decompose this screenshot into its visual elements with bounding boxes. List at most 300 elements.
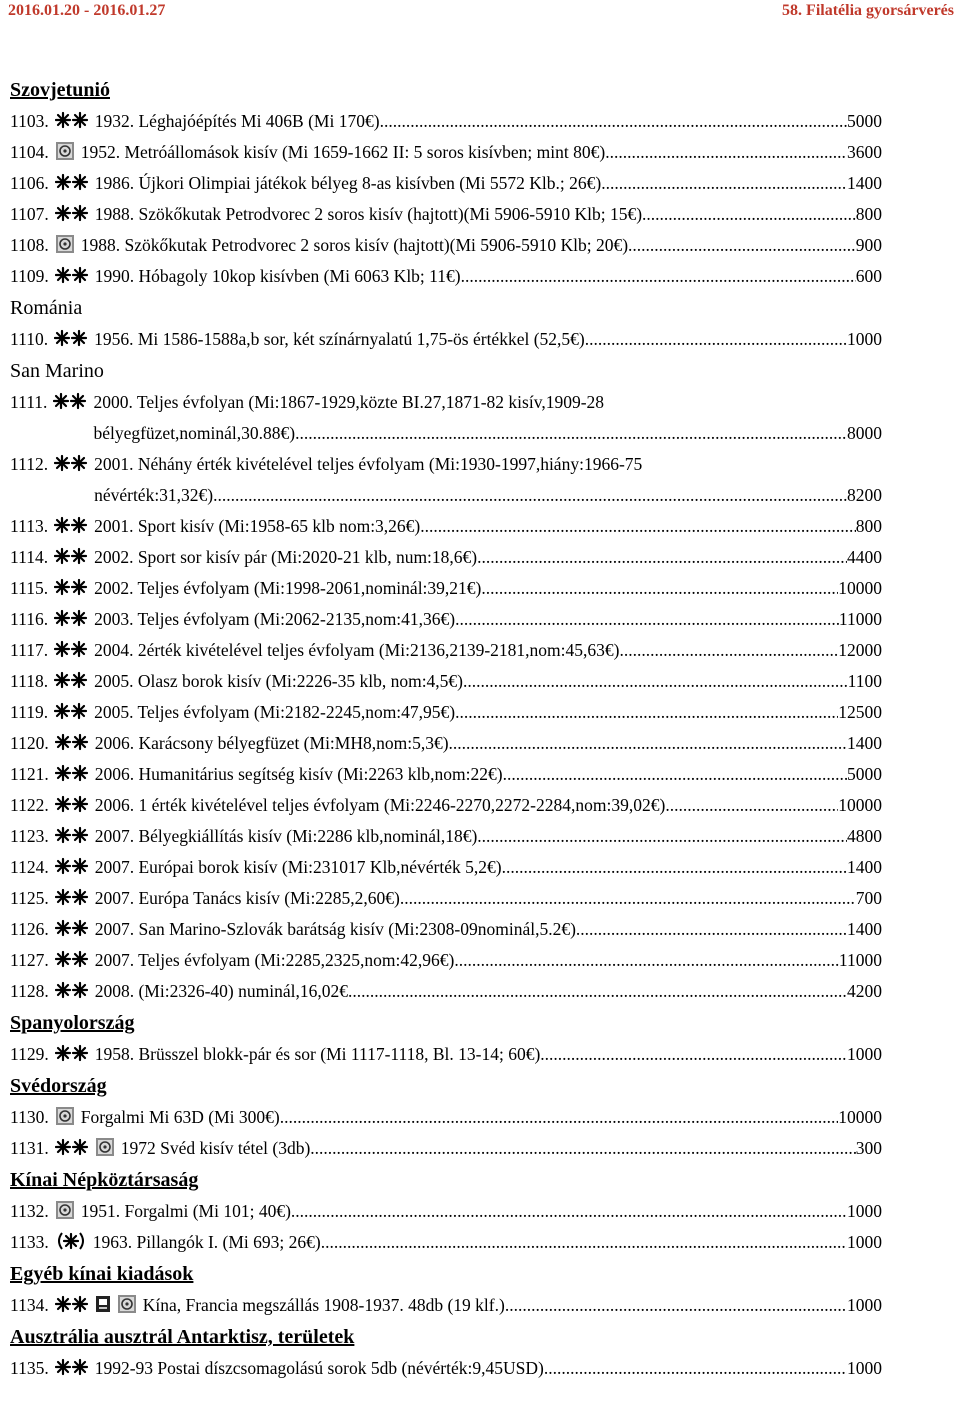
lot-number: 1123. bbox=[10, 826, 49, 846]
lot-description: 2001. Néhány érték kivételével teljes évfolyam (Mi:1930-1997,hiány:1966-75 bbox=[94, 454, 643, 474]
lot-description-line bbox=[55, 137, 882, 168]
lot-price: 300 bbox=[855, 1138, 882, 1158]
lot-row bbox=[10, 635, 882, 666]
lot-description: bélyegfüzet,nominál,30.88€) bbox=[93, 423, 296, 443]
section-title: Kínai Népköztársaság bbox=[10, 1169, 199, 1191]
lot-description-line bbox=[55, 914, 882, 945]
used-stamp-icon bbox=[117, 1294, 137, 1314]
lot-body bbox=[55, 199, 882, 230]
mint-never-hinged-icon bbox=[55, 265, 89, 285]
condition-symbols bbox=[55, 230, 81, 261]
lot-price: 1400 bbox=[847, 919, 882, 939]
lot-body bbox=[55, 1196, 882, 1227]
lot-number: 1135. bbox=[10, 1358, 49, 1378]
lot-price: 5000 bbox=[847, 764, 882, 784]
mint-never-hinged-icon bbox=[55, 949, 89, 969]
lot-description-line bbox=[55, 1133, 882, 1164]
lot-row bbox=[10, 1196, 882, 1227]
dot-leader bbox=[605, 137, 847, 168]
lot-body bbox=[55, 137, 882, 168]
mint-never-hinged-icon bbox=[54, 515, 88, 535]
condition-symbols bbox=[55, 1227, 93, 1258]
lot-description-line bbox=[55, 1353, 882, 1384]
dot-leader bbox=[585, 324, 847, 355]
mint-never-hinged-icon bbox=[55, 110, 89, 130]
dot-leader bbox=[420, 511, 855, 542]
condition-symbols bbox=[55, 1039, 95, 1070]
lot-number: 1107. bbox=[10, 204, 49, 224]
lot-description-line bbox=[55, 199, 882, 230]
lot-price: 1000 bbox=[847, 1358, 882, 1378]
lot-price: 3600 bbox=[847, 142, 882, 162]
lot-row bbox=[10, 573, 882, 604]
lot-description-line bbox=[55, 759, 882, 790]
dot-leader bbox=[455, 604, 839, 635]
dot-leader bbox=[540, 1039, 847, 1070]
lot-number: 1122. bbox=[10, 795, 49, 815]
mint-never-hinged-icon bbox=[54, 639, 88, 659]
dot-leader bbox=[291, 1196, 847, 1227]
lot-row bbox=[10, 168, 882, 199]
mint-never-hinged-icon bbox=[54, 670, 88, 690]
dot-leader bbox=[295, 418, 847, 449]
lot-row bbox=[10, 324, 882, 355]
condition-symbols bbox=[54, 542, 94, 573]
lot-number: 1117. bbox=[10, 640, 49, 660]
lot-row bbox=[10, 106, 882, 137]
lot-body bbox=[55, 106, 882, 137]
lot-body bbox=[54, 511, 882, 542]
lot-price: 600 bbox=[855, 266, 882, 286]
dot-leader bbox=[310, 1133, 855, 1164]
lot-description-line bbox=[55, 168, 882, 199]
lot-body bbox=[55, 790, 882, 821]
lot-description: 1988. Szökőkutak Petrodvorec 2 soros kisív (hajtott)(Mi 5906-5910 Klb; 20€) bbox=[80, 235, 629, 255]
lot-body bbox=[54, 324, 882, 355]
dot-leader bbox=[454, 945, 839, 976]
condition-symbols bbox=[55, 1290, 143, 1321]
condition-symbols bbox=[54, 449, 94, 480]
lot-description: 1952. Metróállomások kisív (Mi 1659-1662 II: 5 soros kisívben; mint 80€) bbox=[80, 142, 606, 162]
dot-leader bbox=[502, 852, 847, 883]
dot-leader bbox=[619, 635, 838, 666]
lot-row bbox=[10, 387, 882, 449]
lot-description-line bbox=[54, 511, 882, 542]
lot-body bbox=[55, 1133, 882, 1164]
dot-leader bbox=[544, 1353, 847, 1384]
condition-symbols bbox=[55, 759, 95, 790]
lot-description: 2007. Európai borok kisív (Mi:231017 Klb,névérték 5,2€) bbox=[94, 857, 502, 877]
lot-price: 800 bbox=[855, 516, 882, 536]
lot-description: 2006. 1 érték kivételével teljes évfolyam (Mi:2246-2270,2272-2284,nom:39,02€) bbox=[94, 795, 666, 815]
mint-never-hinged-icon bbox=[55, 918, 89, 938]
condition-symbols bbox=[55, 852, 95, 883]
lot-number: 1106. bbox=[10, 173, 49, 193]
lot-body bbox=[55, 1227, 882, 1258]
dot-leader bbox=[628, 230, 856, 261]
lot-number: 1129. bbox=[10, 1044, 49, 1064]
dot-leader bbox=[213, 480, 847, 511]
lot-price: 1400 bbox=[847, 173, 882, 193]
used-stamp-icon bbox=[55, 234, 75, 254]
dot-leader bbox=[461, 261, 856, 292]
mint-never-hinged-icon bbox=[55, 980, 89, 1000]
mint-never-hinged-icon bbox=[55, 763, 89, 783]
lot-description: 2007. Bélyegkiállítás kisív (Mi:2286 klb,nominál,18€) bbox=[94, 826, 478, 846]
lot-body bbox=[54, 449, 882, 511]
lot-number: 1108. bbox=[10, 235, 49, 255]
lot-body bbox=[55, 168, 882, 199]
lot-body bbox=[54, 604, 882, 635]
condition-symbols bbox=[53, 387, 93, 418]
mint-never-hinged-icon bbox=[55, 1294, 89, 1314]
condition-symbols bbox=[55, 168, 95, 199]
condition-symbols bbox=[55, 1196, 81, 1227]
lot-description: Forgalmi Mi 63D (Mi 300€) bbox=[80, 1107, 280, 1127]
lot-body bbox=[55, 728, 882, 759]
dot-leader bbox=[481, 573, 838, 604]
lot-description-line bbox=[55, 261, 882, 292]
dot-leader bbox=[449, 728, 847, 759]
lot-number: 1112. bbox=[10, 454, 49, 474]
condition-symbols bbox=[55, 914, 95, 945]
mint-never-hinged-icon bbox=[55, 203, 89, 223]
lot-description: 1956. Mi 1586-1588a,b sor, két színárnyalatú 1,75-ös értékkel (52,5€) bbox=[94, 329, 585, 349]
lot-description: 2005. Teljes évfolyam (Mi:2182-2245,nom:47,95€) bbox=[94, 702, 456, 722]
mint-never-hinged-icon bbox=[55, 825, 89, 845]
condition-symbols bbox=[55, 1102, 81, 1133]
lot-description: 2006. Karácsony bélyegfüzet (Mi:MH8,nom:5,3€) bbox=[94, 733, 449, 753]
mint-never-hinged-icon bbox=[54, 608, 88, 628]
lot-body bbox=[55, 945, 882, 976]
lot-row bbox=[10, 199, 882, 230]
lot-description: 2006. Humanitárius segítség kisív (Mi:2263 klb,nom:22€) bbox=[94, 764, 503, 784]
condition-symbols bbox=[55, 199, 95, 230]
lot-number: 1130. bbox=[10, 1107, 49, 1127]
lot-description-line bbox=[55, 728, 882, 759]
lot-number: 1115. bbox=[10, 578, 49, 598]
lot-row bbox=[10, 945, 882, 976]
condition-symbols bbox=[54, 697, 94, 728]
lot-price: 5000 bbox=[847, 111, 882, 131]
lot-row bbox=[10, 1133, 882, 1164]
lot-description: 1963. Pillangók I. (Mi 693; 26€) bbox=[92, 1232, 321, 1252]
lot-row bbox=[10, 137, 882, 168]
lot-row bbox=[10, 790, 882, 821]
lot-description: 2000. Teljes évfolyan (Mi:1867-1929,közte BI.27,1871-82 kisív,1909-28 bbox=[93, 392, 605, 412]
condition-symbols bbox=[55, 1133, 121, 1164]
lot-description-line bbox=[53, 387, 882, 418]
lot-price: 10000 bbox=[838, 795, 882, 815]
condition-symbols bbox=[54, 324, 94, 355]
page-header bbox=[0, 0, 960, 22]
lot-price: 11000 bbox=[838, 609, 882, 629]
lot-body bbox=[54, 573, 882, 604]
lot-description-line bbox=[55, 821, 882, 852]
lot-description: 2002. Teljes évfolyam (Mi:1998-2061,nominál:39,21€) bbox=[94, 578, 482, 598]
lot-row bbox=[10, 1227, 882, 1258]
lot-row bbox=[10, 821, 882, 852]
lot-body bbox=[55, 976, 882, 1007]
lot-price: 1000 bbox=[847, 1232, 882, 1252]
lot-description: 1972 Svéd kisív tétel (3db) bbox=[120, 1138, 311, 1158]
lot-price: 12500 bbox=[838, 702, 882, 722]
lot-description-line bbox=[55, 883, 882, 914]
condition-symbols bbox=[55, 261, 95, 292]
lot-description: Kína, Francia megszállás 1908-1937. 48db (19 klf.) bbox=[142, 1295, 505, 1315]
lot-body bbox=[54, 542, 882, 573]
lot-body bbox=[55, 1353, 882, 1384]
lot-description-line bbox=[55, 1196, 882, 1227]
lot-body bbox=[55, 1290, 882, 1321]
mint-never-hinged-icon bbox=[54, 577, 88, 597]
lot-description-line bbox=[55, 1039, 882, 1070]
lot-row bbox=[10, 261, 882, 292]
lot-body bbox=[55, 883, 882, 914]
lot-price: 8000 bbox=[847, 423, 882, 443]
lot-description: 1951. Forgalmi (Mi 101; 40€) bbox=[80, 1201, 291, 1221]
lot-row bbox=[10, 697, 882, 728]
mint-never-hinged-icon bbox=[55, 1043, 89, 1063]
dot-leader bbox=[321, 1227, 847, 1258]
dot-leader bbox=[601, 168, 847, 199]
lot-row bbox=[10, 1353, 882, 1384]
mint-never-hinged-icon bbox=[55, 1357, 89, 1377]
lot-price: 1000 bbox=[847, 1295, 882, 1315]
auction-list bbox=[10, 74, 882, 1384]
lot-price: 10000 bbox=[838, 1107, 882, 1127]
lot-price: 4400 bbox=[847, 547, 882, 567]
mint-never-hinged-icon bbox=[54, 701, 88, 721]
lot-description: 2002. Sport sor kisív pár (Mi:2020-21 klb, num:18,6€) bbox=[94, 547, 478, 567]
condition-symbols bbox=[55, 106, 95, 137]
lot-description-line bbox=[54, 635, 882, 666]
condition-symbols bbox=[54, 511, 94, 542]
condition-symbols bbox=[55, 883, 95, 914]
lot-description: 2007. San Marino-Szlovák barátság kisív (Mi:2308-09nominál,5.2€) bbox=[94, 919, 576, 939]
used-stamp-icon bbox=[95, 1137, 115, 1157]
lot-price: 10000 bbox=[838, 578, 882, 598]
used-stamp-icon bbox=[55, 141, 75, 161]
catalog-title: 58. Filatélia gyorsárverés bbox=[782, 2, 954, 19]
lot-body bbox=[55, 230, 882, 261]
lot-body bbox=[53, 387, 882, 449]
lot-price: 1400 bbox=[847, 733, 882, 753]
lot-number: 1134. bbox=[10, 1295, 49, 1315]
lot-price: 1000 bbox=[847, 329, 882, 349]
lot-description-line bbox=[54, 573, 882, 604]
mint-never-hinged-icon bbox=[54, 453, 88, 473]
lot-number: 1118. bbox=[10, 671, 49, 691]
lot-row bbox=[10, 666, 882, 697]
lot-price: 4800 bbox=[847, 826, 882, 846]
used-stamp-icon bbox=[55, 1106, 75, 1126]
lot-number: 1114. bbox=[10, 547, 49, 567]
lot-description: 2001. Sport kisív (Mi:1958-65 klb nom:3,26€) bbox=[94, 516, 421, 536]
lot-body bbox=[54, 666, 882, 697]
lot-body bbox=[55, 821, 882, 852]
lot-number: 1104. bbox=[10, 142, 49, 162]
lot-number: 1121. bbox=[10, 764, 49, 784]
mint-never-hinged-icon bbox=[55, 172, 89, 192]
lot-body bbox=[55, 852, 882, 883]
condition-symbols bbox=[54, 573, 94, 604]
dot-leader bbox=[477, 821, 847, 852]
lot-price: 900 bbox=[855, 235, 882, 255]
lot-number: 1125. bbox=[10, 888, 49, 908]
lot-row bbox=[10, 230, 882, 261]
condition-symbols bbox=[55, 1353, 95, 1384]
condition-symbols bbox=[55, 945, 95, 976]
cover-letter-icon bbox=[95, 1294, 111, 1314]
dot-leader bbox=[503, 759, 847, 790]
condition-symbols bbox=[54, 666, 94, 697]
mint-never-hinged-icon bbox=[54, 328, 88, 348]
section-title: Svédország bbox=[10, 1075, 107, 1097]
lot-row bbox=[10, 542, 882, 573]
lot-description-line bbox=[55, 976, 882, 1007]
lot-description-line bbox=[55, 1102, 882, 1133]
lot-price: 11000 bbox=[838, 950, 882, 970]
mint-never-hinged-icon bbox=[55, 1137, 89, 1157]
lot-description-line bbox=[54, 697, 882, 728]
dot-leader bbox=[477, 542, 847, 573]
lot-description-line bbox=[55, 230, 882, 261]
section-title: Románia bbox=[10, 297, 83, 319]
used-stamp-icon bbox=[55, 1200, 75, 1220]
lot-description-line bbox=[54, 542, 882, 573]
dot-leader bbox=[505, 1290, 847, 1321]
no-gum-icon bbox=[55, 1231, 87, 1251]
dot-leader bbox=[380, 106, 847, 137]
lot-price: 1400 bbox=[847, 857, 882, 877]
lot-number: 1103. bbox=[10, 111, 49, 131]
lot-number: 1111. bbox=[10, 392, 48, 412]
lot-body bbox=[55, 261, 882, 292]
lot-description: 2007. Teljes évfolyam (Mi:2285,2325,nom:42,96€) bbox=[94, 950, 455, 970]
lot-description: 2003. Teljes évfolyam (Mi:2062-2135,nom:41,36€) bbox=[94, 609, 456, 629]
lot-row bbox=[10, 511, 882, 542]
lot-description: 2007. Európa Tanács kisív (Mi:2285,2,60€) bbox=[94, 888, 400, 908]
lot-description-line bbox=[54, 666, 882, 697]
lot-body bbox=[55, 759, 882, 790]
lot-row bbox=[10, 883, 882, 914]
dot-leader bbox=[455, 697, 838, 728]
lot-price: 4200 bbox=[847, 981, 882, 1001]
lot-body bbox=[55, 914, 882, 945]
lot-description-line bbox=[53, 418, 882, 449]
lot-row bbox=[10, 1102, 882, 1133]
date-range: 2016.01.20 - 2016.01.27 bbox=[8, 2, 166, 19]
lot-price: 12000 bbox=[838, 640, 882, 660]
lot-description: 1986. Újkori Olimpiai játékok bélyeg 8-as kisívben (Mi 5572 Klb.; 26€) bbox=[94, 173, 602, 193]
lot-body bbox=[55, 1102, 882, 1133]
lot-description: 2005. Olasz borok kisív (Mi:2226-35 klb, nom:4,5€) bbox=[94, 671, 464, 691]
lot-price: 1000 bbox=[847, 1044, 882, 1064]
mint-never-hinged-icon bbox=[55, 887, 89, 907]
lot-row bbox=[10, 852, 882, 883]
lot-description: 1932. Léghajóépítés Mi 406B (Mi 170€) bbox=[94, 111, 380, 131]
lot-number: 1127. bbox=[10, 950, 49, 970]
section-title: Szovjetunió bbox=[10, 79, 110, 101]
condition-symbols bbox=[54, 604, 94, 635]
lot-description: 1958. Brüsszel blokk-pár és sor (Mi 1117-1118, Bl. 13-14; 60€) bbox=[94, 1044, 541, 1064]
lot-row bbox=[10, 604, 882, 635]
lot-row bbox=[10, 449, 882, 511]
lot-row bbox=[10, 1039, 882, 1070]
dot-leader bbox=[576, 914, 847, 945]
lot-body bbox=[54, 697, 882, 728]
lot-number: 1124. bbox=[10, 857, 49, 877]
lot-price: 700 bbox=[855, 888, 882, 908]
section-title: Egyéb kínai kiadások bbox=[10, 1263, 194, 1285]
lot-number: 1126. bbox=[10, 919, 49, 939]
lot-row bbox=[10, 914, 882, 945]
dot-leader bbox=[642, 199, 856, 230]
section-title: San Marino bbox=[10, 360, 104, 382]
lot-number: 1109. bbox=[10, 266, 49, 286]
section-title: Spanyolország bbox=[10, 1012, 135, 1034]
lot-number: 1128. bbox=[10, 981, 49, 1001]
condition-symbols bbox=[55, 728, 95, 759]
lot-description: névérték:31,32€) bbox=[94, 485, 214, 505]
lot-description-line bbox=[55, 106, 882, 137]
lot-description-line bbox=[54, 604, 882, 635]
mint-never-hinged-icon bbox=[55, 794, 89, 814]
lot-description-line bbox=[54, 449, 882, 480]
lot-number: 1119. bbox=[10, 702, 49, 722]
lot-price: 8200 bbox=[847, 485, 882, 505]
lot-number: 1133. bbox=[10, 1232, 49, 1252]
lot-number: 1131. bbox=[10, 1138, 49, 1158]
lot-number: 1110. bbox=[10, 329, 49, 349]
lot-description-line bbox=[55, 945, 882, 976]
lot-description: 2004. 2érték kivételével teljes évfolyam (Mi:2136,2139-2181,nom:45,63€) bbox=[94, 640, 620, 660]
lot-price: 1000 bbox=[847, 1201, 882, 1221]
mint-never-hinged-icon bbox=[53, 391, 87, 411]
lot-description-line bbox=[54, 480, 882, 511]
dot-leader bbox=[348, 976, 847, 1007]
section-title: Ausztrália ausztrál Antarktisz, területek bbox=[10, 1326, 355, 1348]
lot-number: 1113. bbox=[10, 516, 49, 536]
dot-leader bbox=[280, 1102, 839, 1133]
lot-body bbox=[54, 635, 882, 666]
mint-never-hinged-icon bbox=[54, 546, 88, 566]
lot-description: 1988. Szökőkutak Petrodvorec 2 soros kisív (hajtott)(Mi 5906-5910 Klb; 15€) bbox=[94, 204, 643, 224]
lot-row bbox=[10, 976, 882, 1007]
lot-price: 800 bbox=[855, 204, 882, 224]
condition-symbols bbox=[55, 137, 81, 168]
lot-row bbox=[10, 728, 882, 759]
lot-row bbox=[10, 759, 882, 790]
lot-description: 2008. (Mi:2326-40) numinál,16,02€ bbox=[94, 981, 348, 1001]
dot-leader bbox=[463, 666, 848, 697]
condition-symbols bbox=[55, 976, 95, 1007]
lot-description-line bbox=[55, 790, 882, 821]
lot-number: 1116. bbox=[10, 609, 49, 629]
dot-leader bbox=[665, 790, 838, 821]
lot-body bbox=[55, 1039, 882, 1070]
lot-number: 1120. bbox=[10, 733, 49, 753]
lot-description-line bbox=[55, 1290, 882, 1321]
lot-description-line bbox=[54, 324, 882, 355]
lot-number: 1132. bbox=[10, 1201, 49, 1221]
lot-row bbox=[10, 1290, 882, 1321]
condition-symbols bbox=[55, 790, 95, 821]
lot-description-line bbox=[55, 852, 882, 883]
lot-price: 1100 bbox=[847, 671, 882, 691]
dot-leader bbox=[400, 883, 856, 914]
